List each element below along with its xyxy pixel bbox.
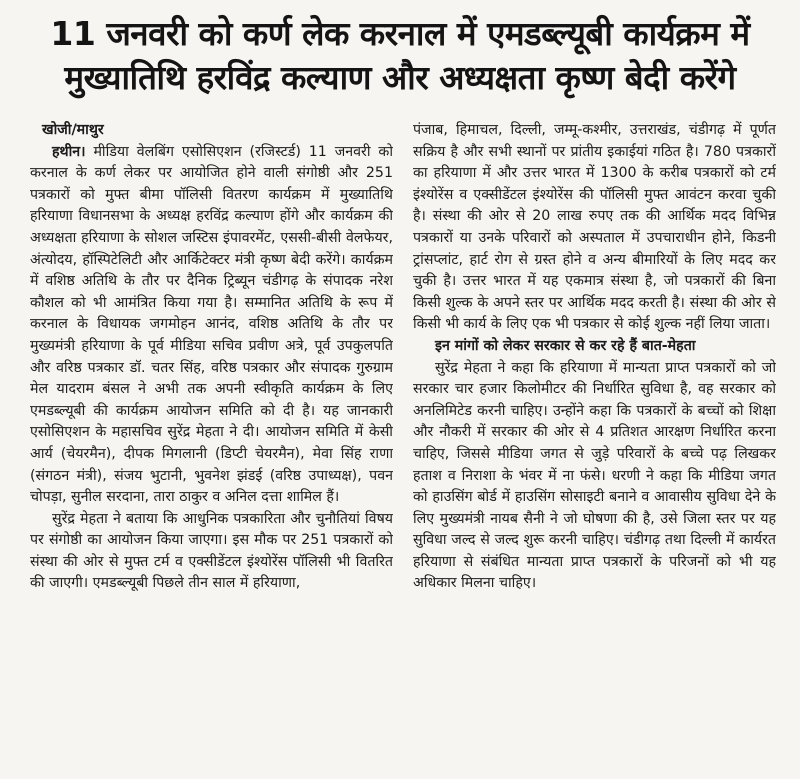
subheading: इन मांगों को लेकर सरकार से कर रहे हैं बात-मेहता — [435, 337, 696, 354]
headline-line-2: मुख्यातिथि हरविंद्र कल्याण और अध्यक्षता कृष्ण बेदी करेंगे — [64, 58, 736, 97]
paragraph — [30, 142, 393, 509]
paragraph: पंजाब, हिमाचल, दिल्ली, जम्मू-कश्मीर, उत्तराखंड, चंडीगढ़ में पूर्णत सक्रिय है और सभी स्थानों पर प्रांतीय इकाईयां गठित है। 780 पत्रकारों का हरियाणा में और उत्तर भारत में 1300 के करीब पत्रकारों को टर्म इंश्योरेंस व एक्सीडेंटल इंश्योरेंस की पॉलिसी मुफ्त आवंटन करवा चुकी है। संस्था की ओर से 20 लाख रुपए तक की आर्थिक मदद विभिन्न पत्रकारों या उनके परिवारों को अस्पताल में उपचाराधीन होने, किडनी ट्रांसप्लांट, हार्ट रोग से ग्रस्त होने व अन्य बीमारियों के लिए मदद कर चुकी है। उत्तर भारत में यह एकमात्र संस्था है, जो पत्रकारों की बिना किसी शुल्क के अपने स्तर पर आर्थिक मदद करती है। संस्था की ओर से किसी भी कार्य के लिए एक भी पत्रकार से कोई शुल्क नहीं लिया जाता। — [413, 122, 776, 333]
headline-line-1: 11 जनवरी को कर्ण लेक करनाल में एमडब्ल्यूबी कार्यक्रम में — [50, 14, 750, 53]
paragraph-text: मीडिया वेलबिंग एसोसिएशन (रजिस्टर्ड) 11 जनवरी को करनाल के कर्ण लेकर पर आयोजित होने वाली संगोष्ठी और 251 पत्रकारों को मुफ्त बीमा पॉलिसी वितरण कार्यक्रम में मुख्यातिथि हरियाणा विधानसभा के अध्यक्ष हरविंद्र कल्याण होंगे और कार्यक्रम की अध्यक्षता हरियाणा के सोशल जस्टिस इंपावरमेंट, एससी-बीसी वेलफेयर, अंत्योदय, हॉस्पिटेलिटी और आर्किटेक्टर मंत्री कृष्ण बेदी करेंगे। कार्यक्रम में वशिष्ठ अतिथि के तौर पर दैनिक ट्रिब्यून चंडीगढ़ के संपादक नरेश कौशल को भी आमंत्रित किया गया है। सम्मानित अतिथि के रूप में करनाल के विधायक जगमोहन आनंद, वशिष्ठ अतिथि के तौर पर मुख्यमंत्री हरियाणा के पूर्व मीडिया सचिव प्रवीण अत्रे, पूर्व उपकुलपति और वरिष्ठ पत्रकार डॉ. चतर सिंह, वरिष्ठ पत्रकार और संपादक गुरुग्राम मेल यादराम बंसल ने अभी तक अपनी स्वीकृति कार्यक्रम के लिए एमडब्ल्यूबी की कार्यक्रम आयोजन समिति को दी है। यह जानकारी एसोसिएशन के महासचिव सुरेंद्र मेहता ने दी। आयोजन समिति में केसी आर्य (चेयरमैन), दीपक मिगलानी (डिप्टी चेयरमैन), मेवा सिंह राणा (संगठन मंत्री), संजय भुटानी, भुवनेश झंडई (वरिष्ठ उपाध्यक्ष), पवन चोपड़ा, सुनील सरदाना, तारा ठाकुर व अनिल दत्ता शामिल हैं। — [30, 143, 393, 506]
dateline: हथीन। — [52, 143, 86, 160]
paragraph: सुरेंद्र मेहता ने कहा कि हरियाणा में मान्यता प्राप्त पत्रकारों को जो सरकार चार हजार किलोमीटर की निर्धारित सुविधा है, वह सरकार को अनलिमिटेड करनी चाहिए। उन्होंने कहा कि पत्रकारों के बच्चों को शिक्षा और नौकरी में सरकार की ओर से 4 प्रतिशत आरक्षण निर्धारित करना चाहिए, जिससे मीडिया जगत से जुड़े परिवारों के बच्चे पढ़ लिखकर हताश व निराशा के भंवर में ना फंसे। धरणी ने कहा कि मीडिया जगत को हाउसिंग बोर्ड में हाउसिंग सोसाइटी बनाने व आवासीय सुविधा देने के लिए मुख्यमंत्री नायब सैनी ने जो घोषणा की है, उसे जिला स्तर पर यह सुविधा जल्द से जल्द शुरू करनी चाहिए। चंडीगढ़ तथा दिल्ली में कार्यरत हरियाणा से संबंधित मान्यता प्राप्त पत्रकारों के परिजनों को भी यह अधिकार मिलना चाहिए। — [413, 359, 776, 592]
paragraph: सुरेंद्र मेहता ने बताया कि आधुनिक पत्रकारिता और चुनौतियां विषय पर संगोष्ठी का आयोजन किया जाएगा। इस मौक पर 251 पत्रकारों को संस्था की ओर से मुफ्त टर्म व एक्सीडेंटल इंश्योरेंस पॉलिसी भी वितरित की जाएगी। एमडब्ल्यूबी पिछले तीन साल में हरियाणा, — [30, 510, 393, 592]
byline: खोजी/माथुर — [42, 122, 104, 138]
headline — [18, 12, 782, 100]
article-body — [30, 120, 776, 773]
right-column — [413, 120, 776, 773]
left-column — [30, 120, 393, 773]
